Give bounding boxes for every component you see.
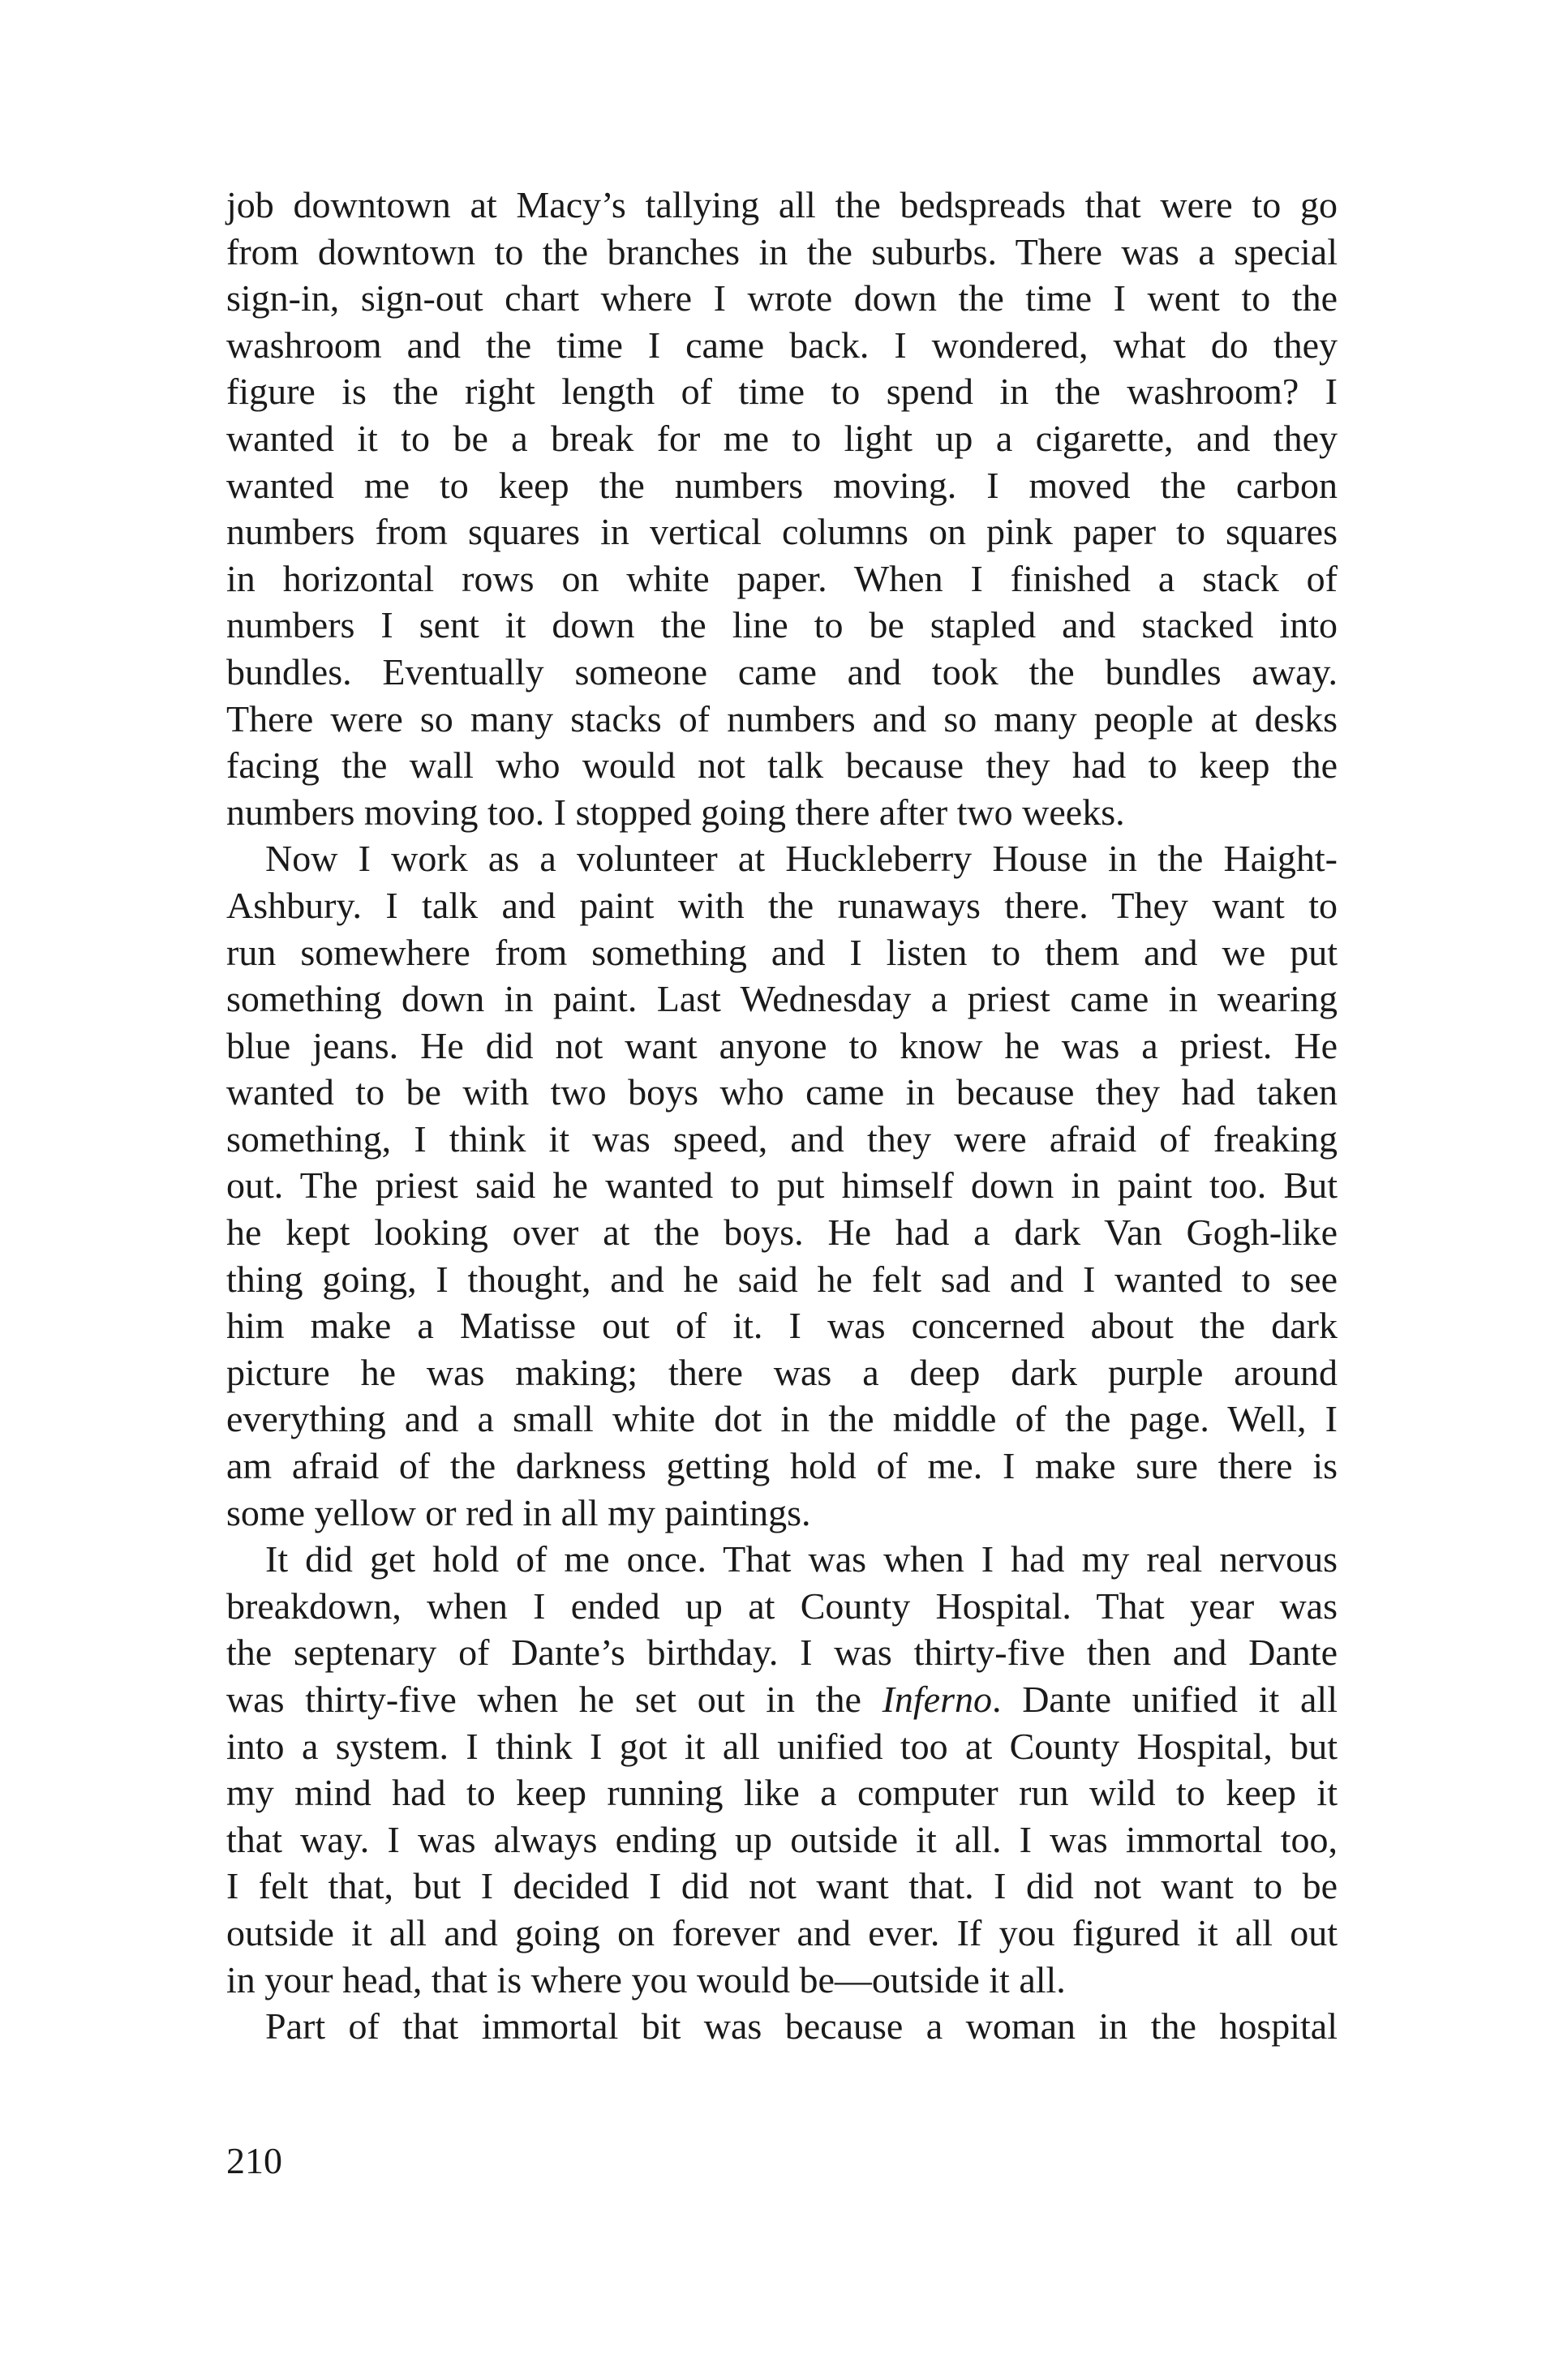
page-number: 210 xyxy=(226,2140,282,2181)
text-line: I felt that, but I decided I did not want that. I did not want to be xyxy=(226,1865,1338,1907)
text-line: figure is the right length of time to spend in the washroom? I xyxy=(226,371,1338,413)
text-line: It did get hold of me once. That was when I had my real nervous xyxy=(265,1538,1338,1580)
text-line: job downtown at Macy’s tallying all the bedspreads that were to go xyxy=(226,184,1338,225)
text-line: outside it all and going on forever and ever. If you figured it all out xyxy=(226,1911,1338,1953)
text-line: numbers moving too. I stopped going there after two weeks. xyxy=(226,791,1125,833)
text-line: in horizontal rows on white paper. When I finished a stack of xyxy=(226,557,1338,599)
text-line: numbers from squares in vertical columns on pink paper to squares xyxy=(226,511,1338,553)
text-line: something, I think it was speed, and they were afraid of freaking xyxy=(226,1117,1338,1160)
text-line: bundles. Eventually someone came and took the bundles away. xyxy=(226,650,1338,693)
text-line: some yellow or red in all my paintings. xyxy=(226,1491,811,1533)
text-line: into a system. I think I got it all unified too at County Hospital, but xyxy=(226,1725,1338,1767)
text-line: sign-in, sign-out chart where I wrote down the time I went to the xyxy=(226,277,1338,319)
text-line: picture he was making; there was a deep dark purple around xyxy=(226,1351,1338,1393)
text-line: from downtown to the branches in the suburbs. There was a special xyxy=(226,230,1338,272)
text-line: There were so many stacks of numbers and so many people at desks xyxy=(226,697,1338,740)
text-line: thing going, I thought, and he said he felt sad and I wanted to see xyxy=(226,1258,1338,1300)
line-text-after-title: . Dante unified it all xyxy=(992,1679,1338,1720)
text-line: he kept looking over at the boys. He had a dark Van Gogh-like xyxy=(226,1211,1338,1254)
line-text-before-title: was thirty-five when he set out in the xyxy=(226,1679,883,1720)
text-line: my mind had to keep running like a computer run wild to keep it xyxy=(226,1772,1338,1814)
text-line: wanted to be with two boys who came in because they had taken xyxy=(226,1071,1338,1113)
text-line: washroom and the time I came back. I wondered, what do they xyxy=(226,324,1338,366)
text-line: facing the wall who would not talk because they had to keep the xyxy=(226,744,1338,787)
text-line: wanted me to keep the numbers moving. I moved the carbon xyxy=(226,464,1338,506)
text-line: him make a Matisse out of it. I was concerned about the dark xyxy=(226,1305,1338,1347)
text-line: something down in paint. Last Wednesday a priest came in wearing xyxy=(226,978,1338,1020)
text-line: the septenary of Dante’s birthday. I was thirty-five then and Dante xyxy=(226,1632,1338,1674)
text-line: Now I work as a volunteer at Huckleberry House in the Haight- xyxy=(265,838,1338,880)
text-line: that way. I was always ending up outside it all. I was immortal too, xyxy=(226,1818,1338,1860)
text-line: Ashbury. I talk and paint with the runaways there. They want to xyxy=(226,884,1338,926)
text-line: numbers I sent it down the line to be stapled and stacked into xyxy=(226,604,1338,646)
text-line: am afraid of the darkness getting hold of me. I make sure there is xyxy=(226,1445,1338,1487)
book-title-inferno: Inferno xyxy=(882,1679,992,1720)
text-line: in your head, that is where you would be—outside it all. xyxy=(226,1958,1066,2000)
text-line: breakdown, when I ended up at County Hospital. That year was xyxy=(226,1585,1338,1627)
text-line: run somewhere from something and I listen to them and we put xyxy=(226,931,1338,973)
text-line: out. The priest said he wanted to put himself down in paint too. But xyxy=(226,1164,1338,1207)
text-line xyxy=(226,1676,1338,1723)
text-line: everything and a small white dot in the middle of the page. Well, I xyxy=(226,1398,1338,1440)
text-line: blue jeans. He did not want anyone to know he was a priest. He xyxy=(226,1024,1338,1066)
text-line: wanted it to be a break for me to light up a cigarette, and they xyxy=(226,417,1338,459)
body-text xyxy=(226,182,1338,2050)
text-line: Part of that immortal bit was because a woman in the hospital xyxy=(265,2005,1338,2048)
